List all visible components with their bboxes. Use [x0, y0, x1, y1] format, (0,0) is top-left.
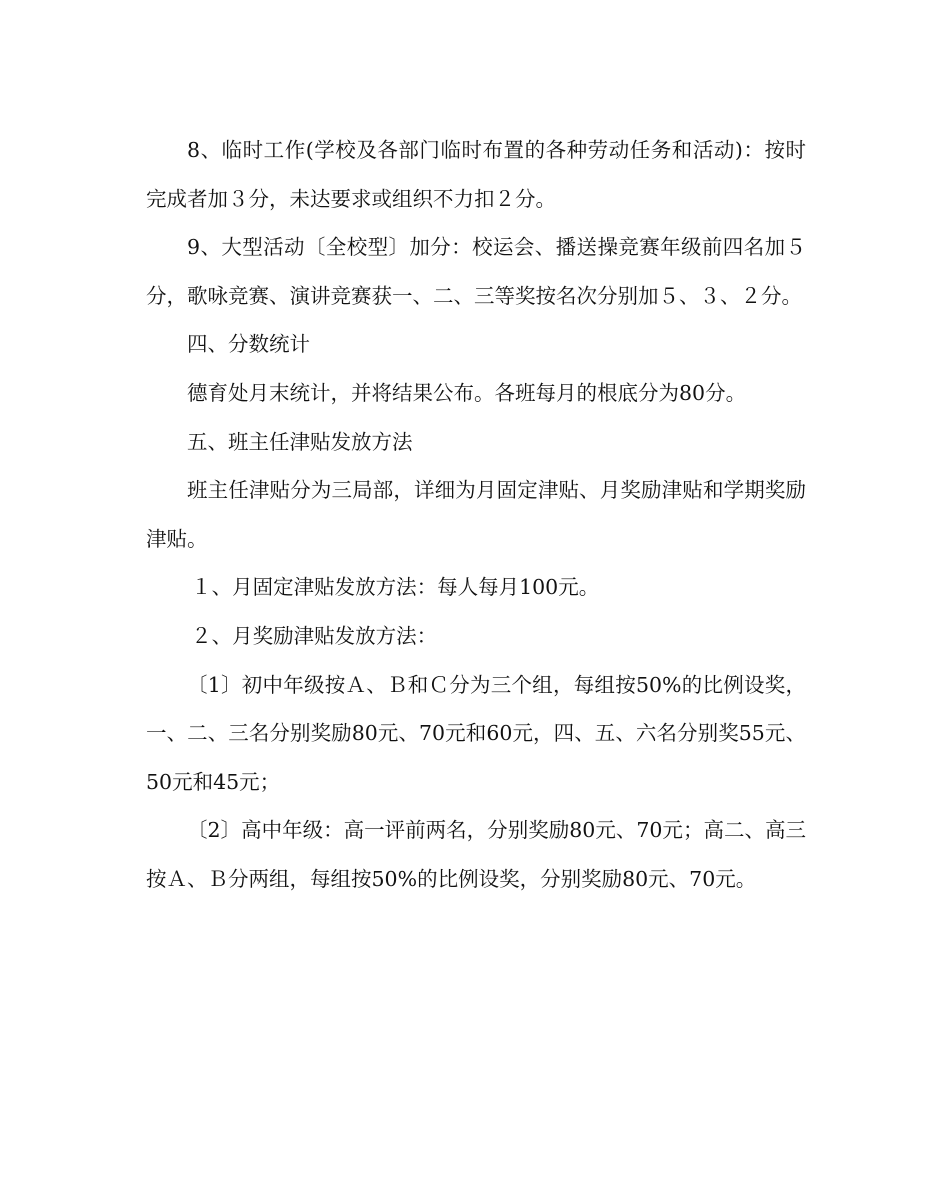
- paragraph-large-activities: 9、大型活动〔全校型〕加分：校运会、播送操竞赛年级前四名加５分，歌咏竞赛、演讲竞赛获一、二、三等奖按名次分别加５、３、２分。: [146, 235, 806, 308]
- paragraph-monthly-statistics: 德育处月末统计，并将结果公布。各班每月的根底分为80分。: [187, 380, 747, 405]
- paragraph-fixed-allowance: １、月固定津贴发放方法：每人每月100元。: [191, 575, 600, 600]
- paragraph-temporary-work: 8、临时工作(学校及各部门临时布置的各种劳动任务和活动)：按时完成者加３分，未达要求或组织不力扣２分。: [146, 138, 806, 211]
- paragraph-senior-grades: 〔2〕高中年级：高一评前两名，分别奖励80元、70元；高二、高三按Ａ、Ｂ分两组，每组按50%的比例设奖，分别奖励80元、70元。: [146, 818, 806, 891]
- document-body: [146, 126, 806, 904]
- paragraph-reward-allowance: ２、月奖励津贴发放方法：: [191, 623, 438, 648]
- paragraph-allowance-parts: 班主任津贴分为三局部，详细为月固定津贴、月奖励津贴和学期奖励津贴。: [146, 478, 806, 551]
- paragraph-junior-grades: 〔1〕初中年级按Ａ、Ｂ和Ｃ分为三个组，每组按50%的比例设奖，一、二、三名分别奖励80元、70元和60元，四、五、六名分别奖55元、50元和45元；: [146, 672, 806, 794]
- section-heading-score-statistics: 四、分数统计: [187, 332, 310, 357]
- section-heading-allowance-method: 五、班主任津贴发放方法: [187, 429, 413, 454]
